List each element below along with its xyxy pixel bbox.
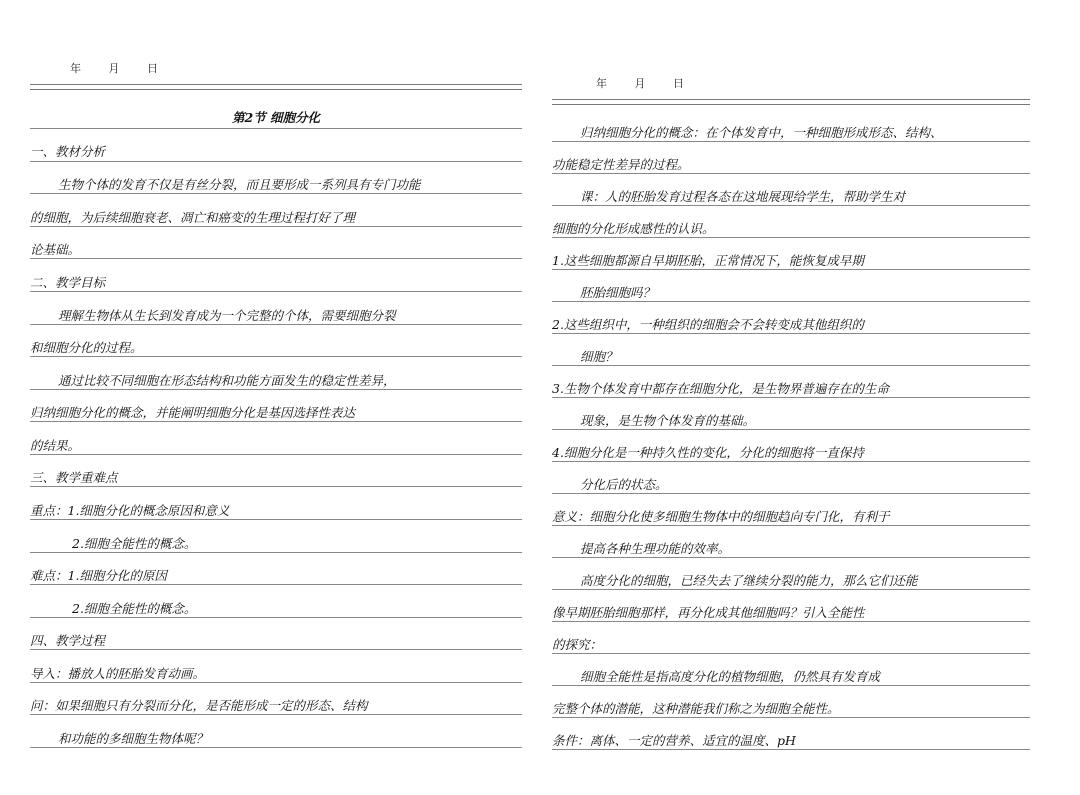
header-divider	[30, 84, 522, 90]
text-line: 提高各种生理功能的效率。	[580, 541, 731, 556]
text-line: 功能稳定性差异的过程。	[552, 157, 690, 172]
text-line: 归纳细胞分化的概念，并能阐明细胞分化是基因选择性表达	[30, 405, 356, 420]
text-line: 2.细胞全能性的概念。	[72, 536, 197, 551]
heading-material-analysis: 一、教材分析	[30, 144, 106, 159]
ruled-line	[552, 237, 1030, 238]
ruled-line	[30, 226, 522, 227]
text-line: 和细胞分化的过程。	[30, 340, 143, 355]
ruled-line	[30, 324, 522, 325]
text-line: 重点：1.细胞分化的概念原因和意义	[30, 503, 230, 518]
month-label: 月	[634, 77, 647, 90]
ruled-line	[552, 717, 1030, 718]
ruled-line	[30, 682, 522, 683]
ruled-line	[552, 685, 1030, 686]
text-line: 问：如果细胞只有分裂而分化，是否能形成一定的形态、结构	[30, 698, 368, 713]
ruled-line	[552, 429, 1030, 430]
month-label: 月	[108, 62, 121, 75]
ruled-line	[30, 617, 522, 618]
ruled-line	[552, 653, 1030, 654]
year-label: 年	[70, 62, 82, 75]
ruled-line	[552, 525, 1030, 526]
ruled-line	[30, 552, 522, 553]
ruled-line	[552, 397, 1030, 398]
text-line: 的探究：	[552, 637, 603, 652]
text-line: 现象，是生物个体发育的基础。	[580, 413, 756, 428]
text-line: 像早期胚胎细胞那样，再分化成其他细胞吗？引入全能性	[552, 605, 865, 620]
text-line: 2.细胞全能性的概念。	[72, 601, 197, 616]
text-line: 的结果。	[30, 438, 81, 453]
ruled-line	[552, 365, 1030, 366]
text-line: 导入：播放人的胚胎发育动画。	[30, 666, 206, 681]
ruled-line	[30, 389, 522, 390]
ruled-line	[552, 205, 1030, 206]
text-line: 难点：1.细胞分化的原因	[30, 568, 167, 583]
point-4: 4.细胞分化是一种持久性的变化，分化的细胞将一直保持	[552, 445, 864, 460]
text-line: 分化后的状态。	[580, 477, 668, 492]
ruled-line	[552, 493, 1030, 494]
question-1: 1.这些细胞都源自早期胚胎，正常情况下，能恢复成早期	[552, 253, 864, 268]
notebook-page-right	[552, 75, 1030, 755]
text-line: 生物个体的发育不仅是有丝分裂，而且要形成一系列具有专门功能	[58, 177, 421, 192]
ruled-line	[552, 141, 1030, 142]
ruled-line	[552, 173, 1030, 174]
ruled-line	[30, 193, 522, 194]
text-line: 论基础。	[30, 242, 81, 257]
header-divider	[552, 99, 1030, 105]
ruled-line	[552, 589, 1030, 590]
ruled-line	[552, 557, 1030, 558]
ruled-line	[30, 356, 522, 357]
text-line: 完整个体的潜能，这种潜能我们称之为细胞全能性。	[552, 701, 840, 716]
heading-teaching-goals: 二、教学目标	[30, 275, 106, 290]
significance-line: 意义：细胞分化使多细胞生物体中的细胞趋向专门化，有利于	[552, 509, 890, 524]
year-label: 年	[596, 77, 608, 90]
ruled-line	[552, 301, 1030, 302]
text-line: 归纳细胞分化的概念：在个体发育中，一种细胞形成形态、结构、	[580, 125, 943, 140]
ruled-line	[30, 519, 522, 520]
ruled-line	[30, 128, 522, 129]
ruled-line	[30, 258, 522, 259]
heading-key-points: 三、教学重难点	[30, 470, 118, 485]
date-header-left	[70, 60, 181, 76]
text-line: 细胞的分化形成感性的认识。	[552, 221, 715, 236]
notebook-page-left	[30, 60, 522, 760]
text-line: 和功能的多细胞生物体呢？	[58, 731, 209, 746]
ruled-line	[30, 747, 522, 748]
ruled-line	[30, 421, 522, 422]
text-line: 高度分化的细胞，已经失去了继续分裂的能力，那么它们还能	[580, 573, 918, 588]
text-line: 细胞全能性是指高度分化的植物细胞，仍然具有发育成	[580, 669, 881, 684]
text-line: 课：人的胚胎发育过程各态在这地展现给学生，帮助学生对	[580, 189, 906, 204]
ruled-line	[552, 621, 1030, 622]
text-line: 细胞？	[580, 349, 618, 364]
text-line: 通过比较不同细胞在形态结构和功能方面发生的稳定性差异，	[58, 373, 396, 388]
ruled-line	[552, 333, 1030, 334]
ruled-line	[30, 291, 522, 292]
ruled-line	[30, 454, 522, 455]
ruled-line	[552, 749, 1030, 750]
ruled-line	[552, 461, 1030, 462]
ruled-line	[30, 649, 522, 650]
ruled-line	[552, 269, 1030, 270]
heading-teaching-process: 四、教学过程	[30, 633, 106, 648]
question-2: 2.这些组织中，一种组织的细胞会不会转变成其他组织的	[552, 317, 864, 332]
conditions-line: 条件：离体、一定的营养、适宜的温度、pH	[552, 733, 796, 748]
date-header-right	[596, 75, 707, 91]
section-title: 第2节 细胞分化	[231, 110, 321, 125]
text-line: 理解生物体从生长到发育成为一个完整的个体，需要细胞分裂	[58, 308, 396, 323]
point-3: 3.生物个体发育中都存在细胞分化，是生物界普遍存在的生命	[552, 381, 889, 396]
day-label: 日	[673, 77, 685, 90]
ruled-line	[30, 161, 522, 162]
ruled-line	[30, 714, 522, 715]
ruled-line	[30, 584, 522, 585]
ruled-line	[30, 486, 522, 487]
text-line: 的细胞，为后续细胞衰老、凋亡和癌变的生理过程打好了理	[30, 210, 356, 225]
text-line: 胚胎细胞吗？	[580, 285, 656, 300]
day-label: 日	[147, 62, 159, 75]
